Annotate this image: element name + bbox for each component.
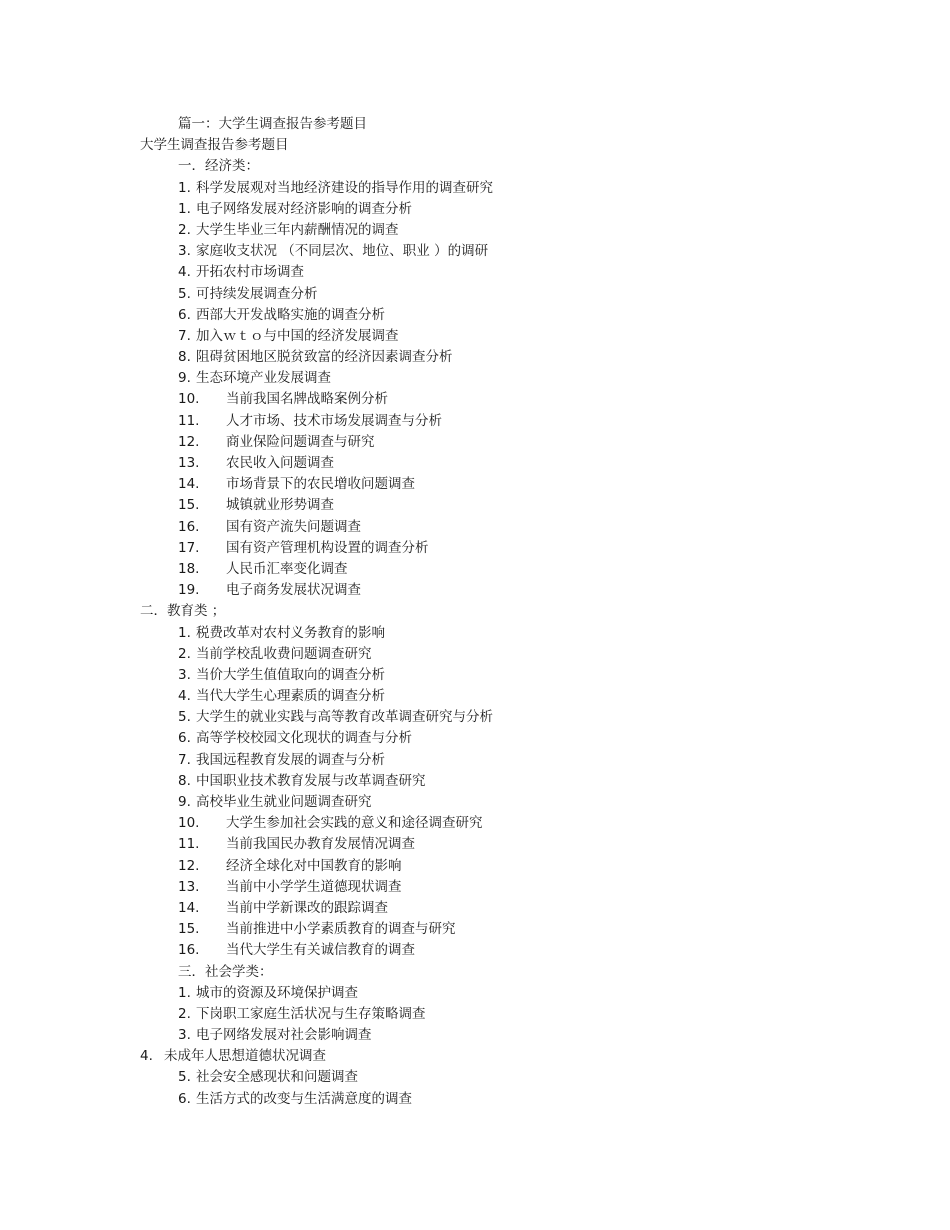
item-number: 10. [178, 391, 200, 408]
item-number: 13. [178, 878, 200, 895]
item-text: 当前中学新课改的跟踪调查 [226, 899, 388, 916]
item-text: 城市的资源及环境保护调查 [196, 984, 358, 1001]
item-number: 14. [178, 476, 200, 493]
item-number: 15. [178, 497, 200, 514]
section-title-education: 二．教育类 ； [140, 603, 226, 620]
item-text: 税费改革对农村义务教育的影响 [196, 624, 385, 641]
item-number: 11. [178, 412, 200, 429]
list-item [0, 983, 950, 1004]
item-number: 8. [178, 772, 191, 789]
list-item [0, 517, 950, 538]
list-item [0, 559, 950, 580]
list-item [0, 220, 950, 241]
list-item [0, 919, 950, 940]
item-number: 1. [178, 624, 191, 641]
list-item [0, 686, 950, 707]
item-text: 电子网络发展对社会影响调查 [196, 1027, 372, 1044]
item-text: 高校毕业生就业问题调查研究 [196, 794, 372, 810]
item-number: 19. [178, 582, 200, 599]
list-item [0, 834, 950, 855]
item-number: 9. [178, 794, 191, 810]
item-text: 国有资产流失问题调查 [226, 518, 361, 535]
section-title-sociology: 三．社会学类： [178, 963, 273, 980]
list-item [0, 368, 950, 389]
list-item [0, 326, 950, 347]
list-item [0, 771, 950, 792]
doc-heading-2: 大学生调查报告参考题目 [140, 137, 289, 154]
list-item [0, 1046, 950, 1067]
item-text: 大学生毕业三年内薪酬情况的调查 [196, 221, 399, 238]
list-item [0, 241, 950, 262]
item-text: 人民币汇率变化调查 [226, 560, 348, 577]
list-item [0, 453, 950, 474]
item-text: 大学生的就业实践与高等教育改革调查研究与分析 [196, 709, 493, 726]
item-text: 高等学校校园文化现状的调查与分析 [196, 730, 412, 747]
item-number: 14. [178, 899, 200, 916]
list-item [0, 432, 950, 453]
item-number: 2. [178, 645, 191, 662]
list-item [0, 389, 950, 410]
item-text: 未成年人思想道德状况调查 [164, 1048, 326, 1065]
list-item [0, 623, 950, 644]
item-text: 生活方式的改变与生活满意度的调查 [196, 1090, 412, 1107]
item-number: 2. [178, 221, 191, 238]
item-number: 3. [178, 243, 191, 260]
list-item [0, 940, 950, 961]
item-text: 中国职业技术教育发展与改革调查研究 [196, 772, 426, 789]
item-text: 可持续发展调查分析 [196, 285, 318, 302]
list-item [0, 1067, 950, 1088]
item-text: 农民收入问题调查 [226, 455, 334, 471]
item-number: 17. [178, 539, 200, 556]
item-text: 市场背景下的农民增收问题调查 [226, 476, 415, 493]
list-item [0, 262, 950, 283]
list-item [0, 898, 950, 919]
item-number: 3. [178, 666, 191, 683]
item-number: 9. [178, 370, 191, 387]
item-text: 下岗职工家庭生活状况与生存策略调查 [196, 1005, 426, 1022]
section-title-economy: 一．经济类： [178, 158, 259, 175]
item-number: 12. [178, 857, 200, 874]
item-text: 西部大开发战略实施的调查分析 [196, 306, 385, 323]
list-item [0, 284, 950, 305]
doc-heading-1: 篇一：大学生调查报告参考题目 [178, 116, 367, 132]
list-item [0, 707, 950, 728]
item-text: 人才市场、技术市场发展调查与分析 [226, 412, 442, 429]
list-item [0, 411, 950, 432]
list-item [0, 495, 950, 516]
item-number: 7. [178, 327, 191, 344]
list-item [0, 347, 950, 368]
item-number: 15. [178, 921, 200, 938]
item-number: 5. [178, 1069, 191, 1086]
list-item [0, 728, 950, 749]
item-text: 家庭收支状况 （不同层次、地位、职业 ）的调研 [196, 243, 489, 260]
item-text: 电子网络发展对经济影响的调查分析 [196, 200, 412, 217]
item-number: 16. [178, 518, 200, 535]
item-number: 6. [178, 730, 191, 747]
list-item [0, 877, 950, 898]
item-text: 社会安全感现状和问题调查 [196, 1069, 358, 1086]
item-number: 7. [178, 751, 191, 768]
item-number: 11. [178, 836, 200, 853]
item-number: 6. [178, 1090, 191, 1107]
item-number: 8. [178, 349, 191, 366]
document-body [0, 114, 950, 1110]
item-number: 13. [178, 455, 200, 471]
item-text: 大学生参加社会实践的意义和途径调查研究 [226, 815, 483, 832]
item-number: 1. [178, 179, 191, 196]
list-item [0, 474, 950, 495]
item-text: 电子商务发展状况调查 [226, 582, 361, 599]
list-item [0, 792, 950, 813]
item-number: 18. [178, 560, 200, 577]
list-item [0, 750, 950, 771]
item-number: 4. [178, 264, 191, 281]
item-text: 科学发展观对当地经济建设的指导作用的调查研究 [196, 179, 493, 196]
item-text: 当前我国名牌战略案例分析 [226, 391, 388, 408]
list-item [0, 1089, 950, 1110]
item-number: 6. [178, 306, 191, 323]
item-text: 国有资产管理机构设置的调查分析 [226, 539, 429, 556]
item-text: 我国远程教育发展的调查与分析 [196, 751, 385, 768]
list-item [0, 813, 950, 834]
item-number: 1. [178, 984, 191, 1001]
list-item [0, 178, 950, 199]
item-text: 当前我国民办教育发展情况调查 [226, 836, 415, 853]
item-text: 当代大学生心理素质的调查分析 [196, 688, 385, 705]
list-item [0, 580, 950, 601]
item-number: 3. [178, 1027, 191, 1044]
item-number: 1. [178, 200, 191, 217]
item-text: 当代大学生有关诚信教育的调查 [226, 942, 415, 959]
item-text: 生态环境产业发展调查 [196, 370, 331, 387]
item-text: 当前推进中小学素质教育的调查与研究 [226, 921, 456, 938]
list-item [0, 305, 950, 326]
item-text: 商业保险问题调查与研究 [226, 433, 375, 450]
item-number: 4. [140, 1048, 153, 1065]
item-text: 当前中小学学生道德现状调查 [226, 878, 402, 895]
item-text: 当价大学生值值取向的调查分析 [196, 666, 385, 683]
list-item [0, 665, 950, 686]
item-text: 开拓农村市场调查 [196, 264, 304, 281]
list-item [0, 538, 950, 559]
list-item [0, 199, 950, 220]
list-item [0, 1004, 950, 1025]
item-text: 城镇就业形势调查 [226, 497, 334, 514]
item-number: 16. [178, 942, 200, 959]
item-number: 5. [178, 285, 191, 302]
list-item [0, 644, 950, 665]
item-number: 4. [178, 688, 191, 705]
item-text: 当前学校乱收费问题调查研究 [196, 645, 372, 662]
item-number: 5. [178, 709, 191, 726]
item-text: 加入ｗｔｏ与中国的经济发展调查 [196, 327, 399, 344]
item-number: 10. [178, 815, 200, 832]
list-item [0, 856, 950, 877]
item-text: 经济全球化对中国教育的影响 [226, 857, 402, 874]
item-number: 12. [178, 433, 200, 450]
item-number: 2. [178, 1005, 191, 1022]
list-item [0, 1025, 950, 1046]
item-text: 阻碍贫困地区脱贫致富的经济因素调查分析 [196, 349, 453, 366]
